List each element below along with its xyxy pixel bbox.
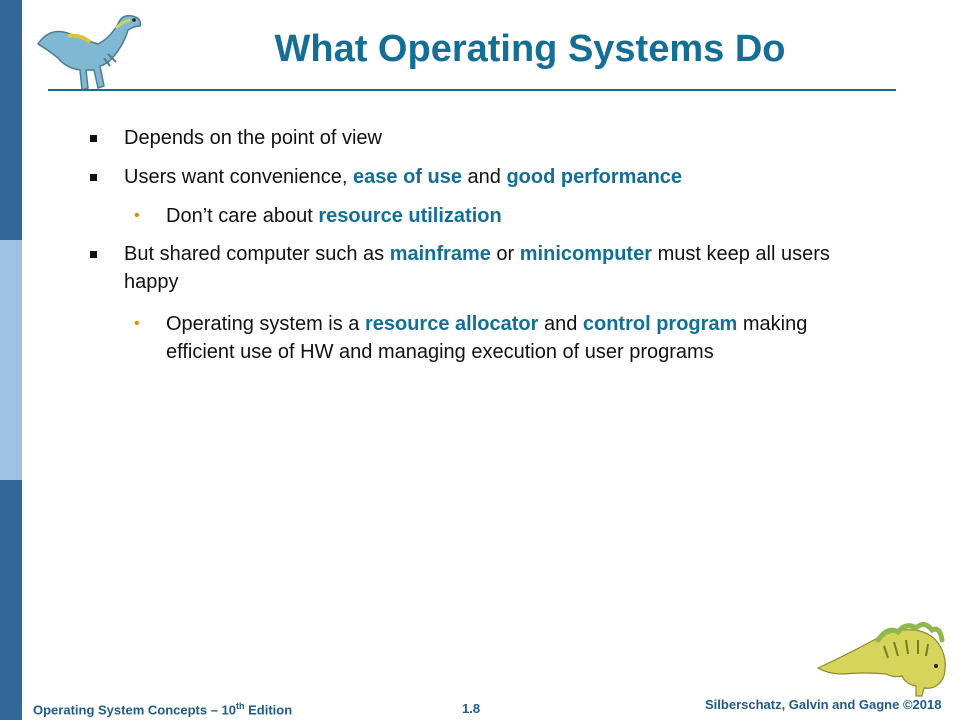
highlight-control-program: control program [582,313,738,335]
subbullet-resource-utilization [134,202,886,230]
round-bullet-icon: • [134,315,140,332]
square-bullet-icon [90,251,97,258]
highlight-resource-utilization: resource utilization [318,205,502,227]
square-bullet-icon [90,174,97,181]
bullet-text: Don’t care about [166,205,319,227]
highlight-ease-of-use: ease of use [353,166,462,188]
bullet-text: or [490,243,520,265]
subbullet-os-resource-allocator [134,310,866,366]
bullet-point-of-view [124,124,884,152]
bullet-shared-computer [124,240,886,296]
square-bullet-icon [90,135,97,142]
footer-book-title [33,701,292,717]
highlight-minicomputer: minicomputer [519,243,653,265]
footer-book-title-sup: th [236,701,245,711]
bullet-text: must keep all users happy [124,243,830,293]
bullet-text: Users want convenience, [124,166,354,188]
bullet-text: and [538,313,583,335]
footer-book-title-text: Operating System Concepts – 10 [33,702,237,718]
footer-slide-number: 1.8 [462,701,481,716]
highlight-resource-allocator: resource allocator [364,313,539,335]
slide-title: What Operating Systems Do [274,28,786,70]
dinosaur-bottom-icon [814,616,954,698]
bullet-text: and [461,166,507,188]
highlight-good-performance: good performance [506,166,683,188]
bullet-users-want [124,163,884,191]
bullet-text: making efficient use of HW and managing execution of user programs [166,313,808,363]
bullet-text: But shared computer such as [124,243,390,265]
bullet-text: Depends on the point of view [124,127,382,149]
round-bullet-icon: • [134,207,140,224]
footer-copyright: Silberschatz, Galvin and Gagne ©2018 [705,697,942,712]
footer-book-title-suffix: Edition [244,702,293,718]
bullet-text: Operating system is a [166,313,365,335]
highlight-mainframe: mainframe [389,243,491,265]
